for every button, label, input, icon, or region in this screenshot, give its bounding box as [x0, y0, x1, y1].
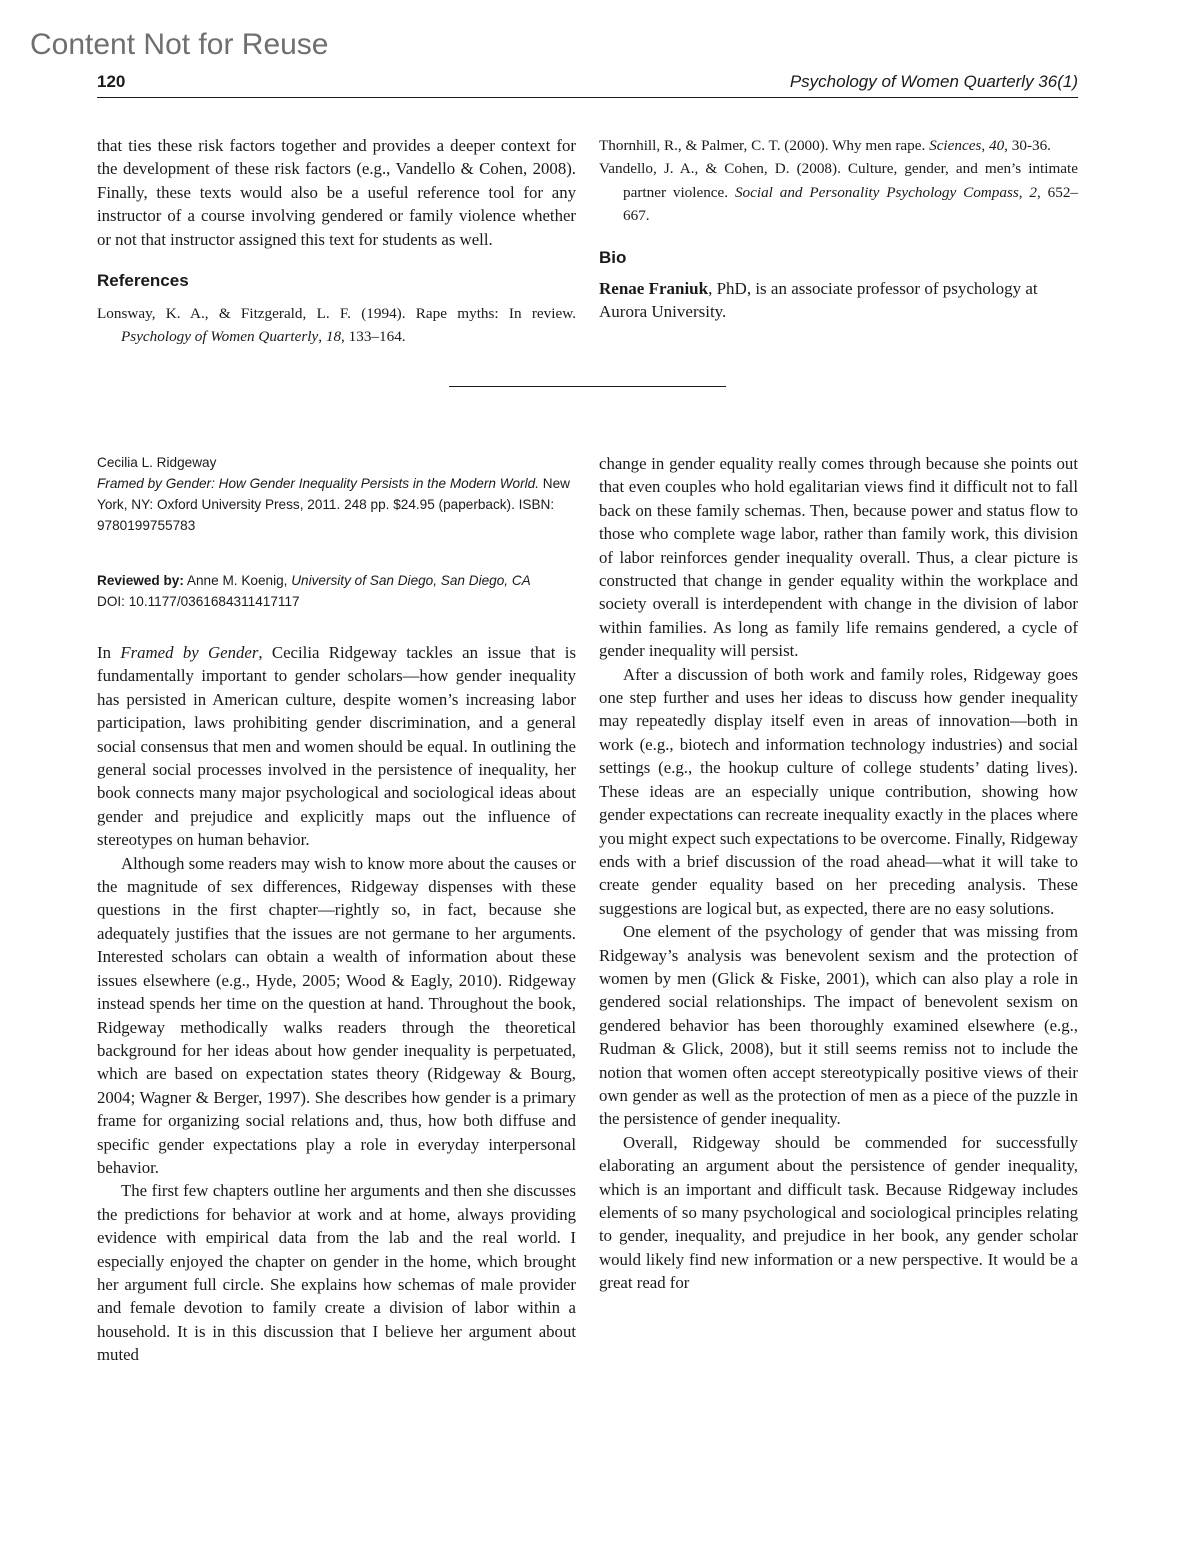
previous-review-left-column	[97, 134, 576, 349]
doi: DOI: 10.1177/0361684311417117	[97, 594, 300, 609]
reviewer-line: Reviewed by: Anne M. Koenig, University of San Diego, San Diego, CA	[97, 573, 531, 588]
reference-item: Lonsway, K. A., & Fitzgerald, L. F. (1994). Rape myths: In review. Psychology of Women Quarterly, 18, 133–164.	[97, 305, 576, 346]
reference-item: Thornhill, R., & Palmer, C. T. (2000). Why men rape. Sciences, 40, 30-36.	[599, 137, 1051, 154]
page-number: 120	[97, 72, 126, 91]
header-rule	[97, 97, 1078, 98]
book-title: Framed by Gender: How Gender Inequality Persists in the Modern World.	[97, 476, 539, 491]
bio-heading: Bio	[599, 247, 627, 267]
book-author: Cecilia L. Ridgeway	[97, 455, 217, 470]
review-paragraph: One element of the psychology of gender that was missing from Ridgeway’s analysis was benevolent sexism and the protection of women by men (Glick & Fiske, 2001), which can also play a role in gendered social relationships. The impact of benevolent sexism on gendered behavior has been thoroughly examined elsewhere (e.g., Rudman & Glick, 2008), but it still seems remiss not to include the notion that women often accept stereotypically positive views of their own gender as well as the protection of men as a piece of the puzzle in the persistence of gender inequality.	[599, 922, 1078, 1129]
review-paragraph: In Framed by Gender, Cecilia Ridgeway tackles an issue that is fundamentally important to gender scholars—how gender inequality has persisted in American culture, despite women’s increasing labor participation, laws prohibiting gender discrimination, and a general social consensus that men and women should be equal. In outlining the general social processes involved in the persistence of inequality, her book connects many major psychological and sociological ideas about gender and prejudice and explicitly maps out the influence of stereotypes on human behavior.	[97, 643, 576, 850]
review-paragraph: After a discussion of both work and family roles, Ridgeway goes one step further and uses her ideas to discuss how gender inequality may repeatedly display itself even in areas of innovation—both in work (e.g., biotech and information technology industries) and social settings (e.g., the hookup culture of college students’ dating lives). These ideas are an especially unique contribution, showing how gender expectations can recreate inequality exactly in the places where you might expect such expectations to be overcome. Finally, Ridgeway ends with a brief discussion of the road ahead—what it will take to create gender equality based on her preceding analysis. These suggestions are logical but, as expected, there are no easy solutions.	[599, 664, 1078, 918]
section-divider	[449, 386, 726, 387]
bio-text: Renae Franiuk, PhD, is an associate professor of psychology at Aurora University.	[599, 278, 1038, 322]
review-paragraph: Although some readers may wish to know more about the causes or the magnitude of sex differences, Ridgeway dispenses with these questions in the first chapter—rightly so, in fact, because she adequately justifies that the issues are not germane to her arguments. Interested scholars can obtain a wealth of information about these issues elsewhere (e.g., Hyde, 2005; Wood & Eagly, 2010). Ridgeway instead spends her time on the question at hand. Throughout the book, Ridgeway methodically walks readers through the theoretical background for her ideas about how gender inequality is perpetuated, which are based on expectation states theory (Ridgeway & Bourg, 2004; Wagner & Berger, 1997). She describes how gender is a primary frame for organizing social relations and, thus, how both diffuse and specific gender expectations play a role in everyday interpersonal behavior.	[97, 853, 576, 1177]
book-metadata	[97, 452, 576, 536]
review-paragraph: The first few chapters outline her arguments and then she discusses the predictions for behavior at work and at home, always providing evidence with empirical data from the lab and the real world. I especially enjoyed the chapter on gender in the home, which brought her argument full circle. She explains how schemas of male provider and female devotion to family create a division of labor within a household. It is in this discussion that I believe her argument about muted	[97, 1181, 576, 1365]
review-right-column	[599, 452, 1078, 1295]
bio-name: Renae Franiuk	[599, 278, 709, 298]
review-paragraph: Overall, Ridgeway should be commended for successfully elaborating an argument about the persistence of gender inequality, which is an important and difficult task. Because Ridgeway includes elements of so many psychological and sociological principles relating to gender, inequality, and prejudice in her book, any gender scholar would likely find new information or a new perspective. It would be a great read for	[599, 1132, 1078, 1293]
book-title-line: Framed by Gender: How Gender Inequality Persists in the Modern World. New York, NY: Oxford University Press, 2011. 248 pp. $24.95 (paperback). ISBN: 9780199755783	[97, 476, 570, 533]
reference-item: Vandello, J. A., & Cohen, D. (2008). Culture, gender, and men’s intimate partner violence. Social and Personality Psychology Compass, 2, 652–667.	[599, 160, 1079, 225]
closing-paragraph: that ties these risk factors together and provides a deeper context for the development of these risk factors (e.g., Vandello & Cohen, 2008). Finally, these texts would also be a useful reference tool for any instructor of a course involving gendered or family violence whether or not that instructor assigned this text for students as well.	[97, 136, 576, 249]
running-header: Psychology of Women Quarterly 36(1)	[789, 72, 1078, 91]
review-left-column	[97, 452, 576, 1367]
review-paragraph: change in gender equality really comes through because she points out that even couples who hold egalitarian views find it difficult not to fall back on these family schemas. Then, because power and status flow to those who complete wage labor, rather than family work, this division of labor reinforces gender inequality overall. Thus, a clear picture is constructed that change in gender equality within the workplace and society overall is interdependent with change in the division of labor within families. As long as family life remains gendered, a cycle of gender inequality will persist.	[599, 454, 1078, 661]
previous-review-right-column	[599, 134, 1078, 323]
reviewer-affiliation: University of San Diego, San Diego, CA	[291, 573, 531, 588]
watermark: Content Not for Reuse	[30, 28, 329, 61]
references-heading: References	[97, 271, 189, 291]
